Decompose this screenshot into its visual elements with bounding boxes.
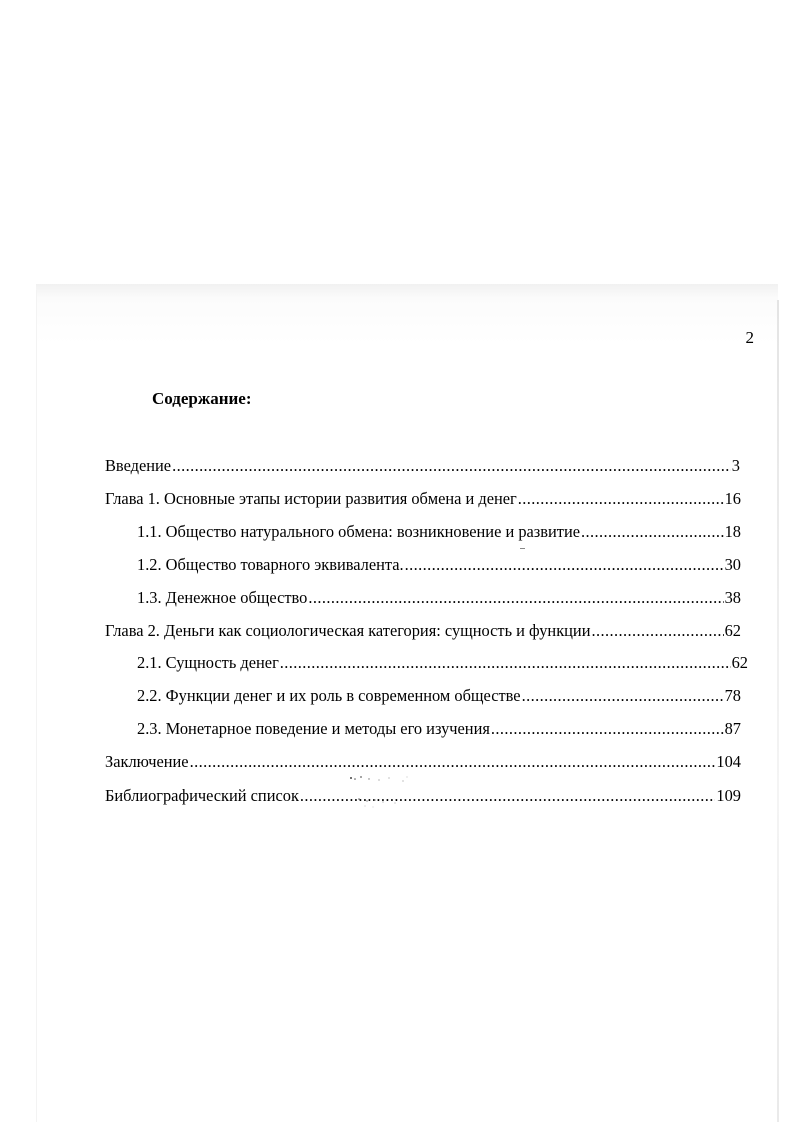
toc-entry-section-1-1 [137,522,741,542]
toc-entry-page: 87 [724,719,741,738]
toc-entry-label: Глава 2. Деньги как социологическая категория: сущность и функции [105,621,591,640]
toc-title: Содержание: [152,389,252,408]
toc-entry-section-2-3 [137,719,741,739]
toc-entry-chapter-2 [105,621,741,641]
toc-leader-dots [518,489,724,509]
toc-entry-page: 62 [724,621,741,640]
toc-entry-label: 2.1. Сущность денег [137,653,279,672]
toc-entry-section-1-2 [137,555,741,575]
page-number: 2 [745,328,754,347]
toc-entry-label: 1.3. Денежное общество [137,588,308,607]
toc-entry-page: 62 [731,653,748,672]
toc-entry-page: 3 [731,456,740,475]
toc-leader-dots [591,621,723,641]
toc-entry-label: Библиографический список [105,786,299,805]
toc-entry-conclusion [105,752,741,772]
toc-entry-label: 2.3. Монетарное поведение и методы его изучения [137,719,490,738]
toc-entry-label: 2.2. Функции денег и их роль в современном обществе [137,686,521,705]
toc-leader-dots [491,719,724,739]
toc-entry-page: 104 [716,752,741,771]
toc-leader-dots [308,588,723,608]
toc-entry-label: Глава 1. Основные этапы истории развития обмена и денег [105,489,517,508]
toc-entry-section-1-3 [137,588,741,608]
scan-artifact-dash [520,548,525,549]
toc-entry-page: 16 [724,489,741,508]
scan-artifact-specks [345,774,455,810]
toc-entry-label: Введение [105,456,172,475]
toc-entry-page: 109 [716,786,741,805]
toc-entry-label: Заключение [105,752,189,771]
toc-entry-chapter-1 [105,489,741,509]
toc-entry-section-2-2 [137,686,741,706]
toc-entry-page: 78 [724,686,741,705]
toc-entry-section-2-1 [137,653,748,673]
toc-leader-dots [581,522,724,542]
toc-entry-label: 1.1. Общество натурального обмена: возникновение и развитие [137,522,580,541]
toc-leader-dots [190,752,716,772]
toc-entry-page: 18 [724,522,741,541]
scan-edge-left [36,290,37,1122]
toc-leader-dots [280,653,731,673]
toc-leader-dots [172,456,731,476]
toc-entry-introduction [105,456,740,476]
toc-leader-dots [522,686,724,706]
toc-entry-label: 1.2. Общество товарного эквивалента. [137,555,404,574]
scan-edge-right [777,300,779,1122]
toc-entry-page: 38 [724,588,741,607]
toc-leader-dots [405,555,724,575]
toc-entry-page: 30 [724,555,741,574]
